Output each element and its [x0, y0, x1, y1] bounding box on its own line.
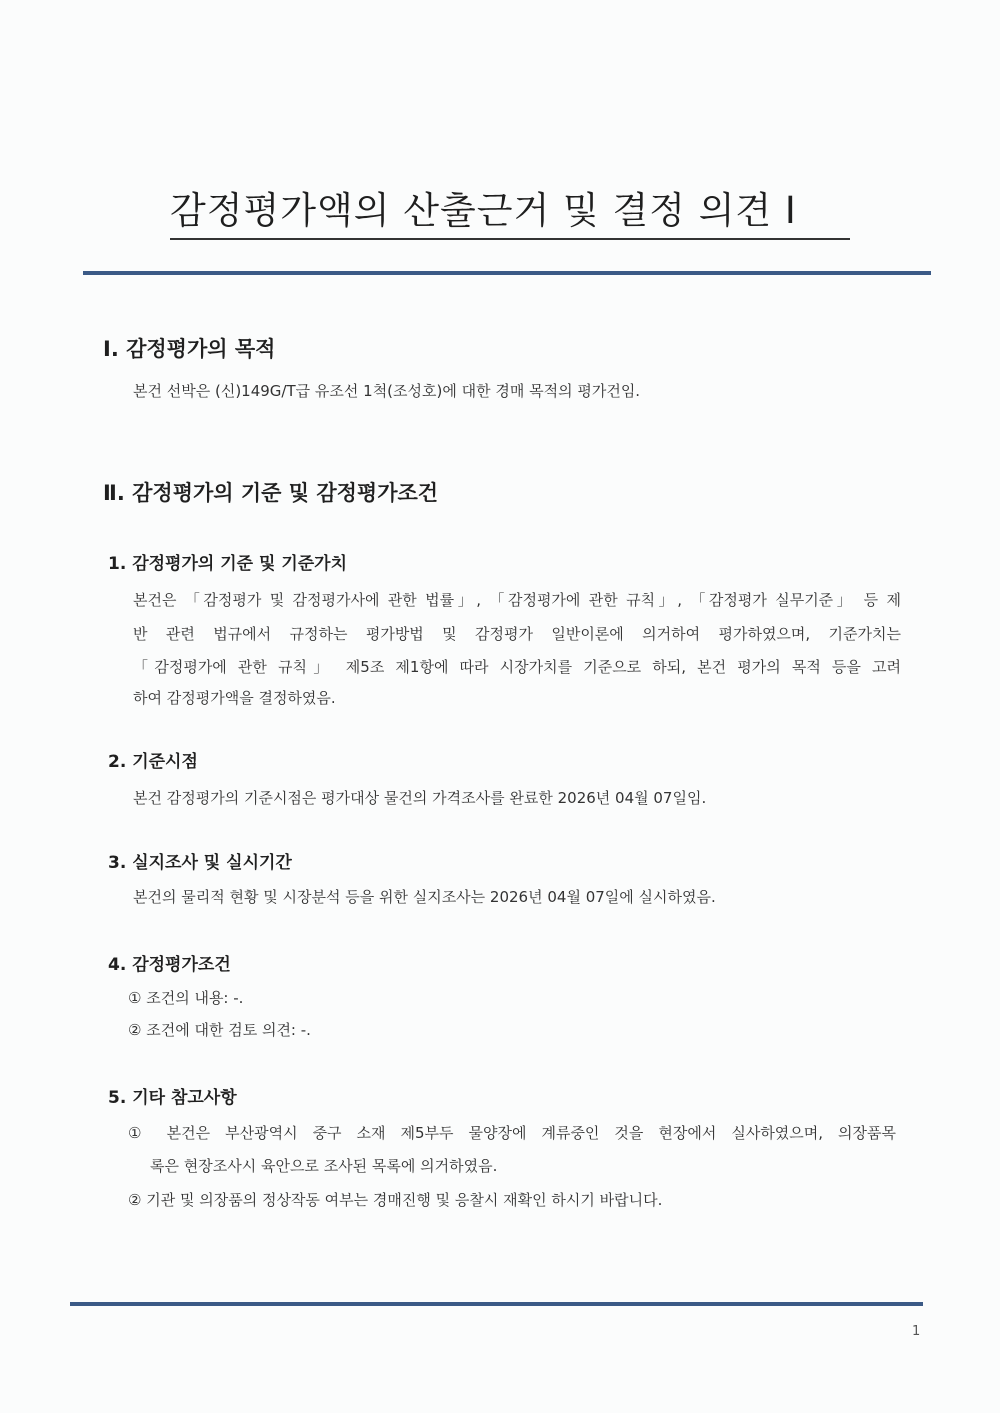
sub1-line-3: 「감정평가에 관한 규칙」 제5조 제1항에 따라 시장가치를 기준으로 하되, 본건 평가의 목적 등을 고려: [133, 658, 901, 676]
sub3-text: 본건의 물리적 현황 및 시장분석 등을 위한 실지조사는 2026년 04월 07일에 실시하였음.: [133, 888, 716, 906]
bottom-divider: [70, 1302, 923, 1306]
top-divider: [83, 271, 931, 275]
sub4-item-1: ① 조건의 내용: -.: [128, 989, 244, 1007]
section1-text: 본건 선박은 (신)149G/T급 유조선 1척(조성호)에 대한 경매 목적의 평가건임.: [133, 382, 641, 400]
sub1-line-1: 본건은 「감정평가 및 감정평가사에 관한 법률」, 「감정평가에 관한 규칙」, 「감정평가 실무기준」 등 제: [133, 591, 901, 609]
sub5-item-2: ② 기관 및 의장품의 정상작동 여부는 경매진행 및 응찰시 재확인 하시기 바랍니다.: [128, 1191, 663, 1209]
sub3-heading: 3. 실지조사 및 실시기간: [108, 853, 292, 873]
sub5-item-1-line-1: ① 본건은 부산광역시 중구 소재 제5부두 물양장에 계류중인 것을 현장에서 실사하였으며, 의장품목: [128, 1124, 896, 1142]
sub1-heading: 1. 감정평가의 기준 및 기준가치: [108, 554, 348, 574]
sub1-line-2: 반 관련 법규에서 규정하는 평가방법 및 감정평가 일반이론에 의거하여 평가하였으며, 기준가치는: [133, 625, 901, 643]
sub5-item-1-line-2: 록은 현장조사시 육안으로 조사된 목록에 의거하였음.: [150, 1157, 498, 1175]
sub4-heading: 4. 감정평가조건: [108, 955, 231, 975]
document-title: 감정평가액의 산출근거 및 결정 의견 Ⅰ: [170, 180, 850, 240]
sub2-heading: 2. 기준시점: [108, 752, 198, 772]
sub5-heading: 5. 기타 참고사항: [108, 1088, 237, 1108]
sub2-text: 본건 감정평가의 기준시점은 평가대상 물건의 가격조사를 완료한 2026년 04월 07일임.: [133, 789, 707, 807]
section2-heading: Ⅱ. 감정평가의 기준 및 감정평가조건: [103, 481, 439, 505]
page-number: 1: [912, 1324, 921, 1339]
section1-heading: Ⅰ. 감정평가의 목적: [103, 337, 276, 361]
sub1-line-4: 하여 감정평가액을 결정하였음.: [133, 689, 336, 707]
sub4-item-2: ② 조건에 대한 검토 의견: -.: [128, 1021, 311, 1039]
